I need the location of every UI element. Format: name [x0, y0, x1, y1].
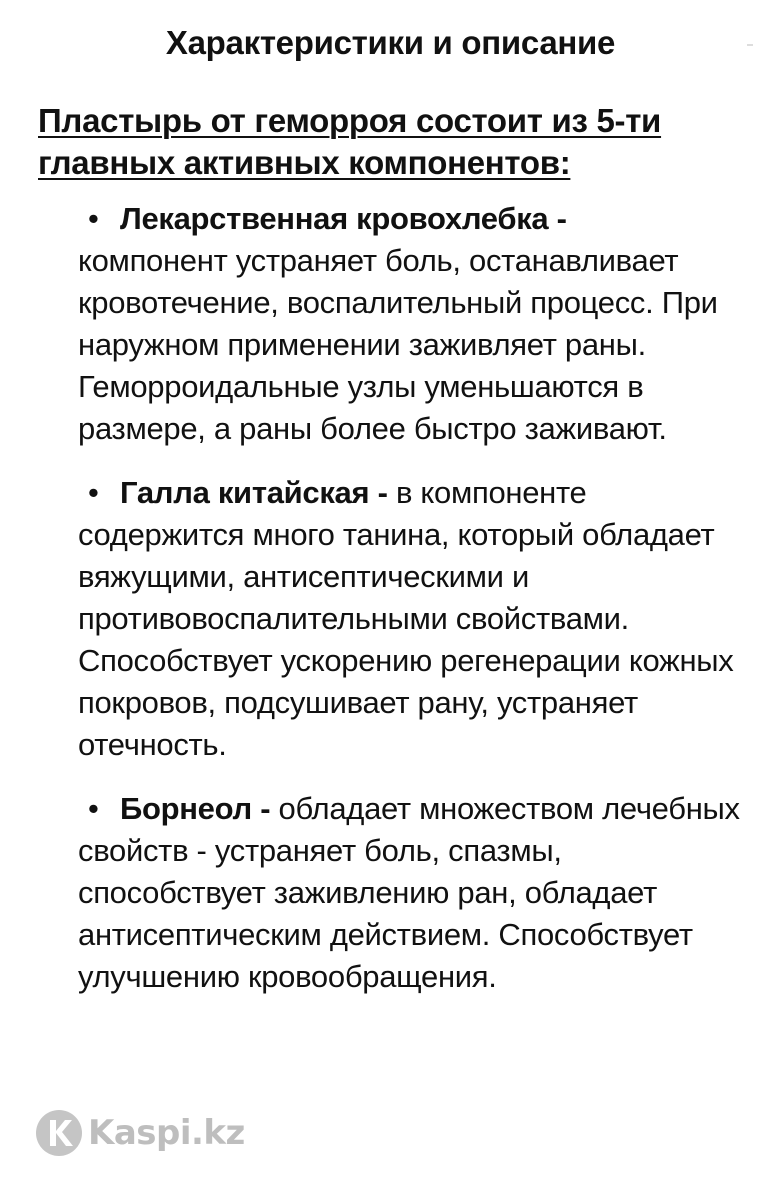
component-name: Лекарственная кровохлебка — [120, 201, 549, 236]
intro-heading: Пластырь от геморроя состоит из 5-ти главных активных компонентов: — [38, 102, 662, 181]
component-dash: - — [548, 201, 567, 236]
list-item — [0, 472, 781, 766]
component-description: компонент устраняет боль, останавливает кровотечение, воспалительный процесс. При наружном применении заживляет раны. Геморроидальные узлы уменьшаются в размере, а раны более быстро заживают. — [78, 243, 718, 446]
component-description: в компоненте содержится много танина, который обладает вяжущими, антисептическими и противовоспалительными свойствами. Способствует ускорению регенерации кожных покровов, подсушивает рану, устраняет отечность. — [78, 475, 734, 762]
bullet-icon: • — [88, 791, 99, 826]
component-dash: - — [251, 791, 279, 826]
component-dash: - — [369, 475, 396, 510]
bullet-icon: • — [88, 475, 99, 510]
page-title: Характеристики и описание — [165, 24, 616, 61]
watermark — [34, 1108, 245, 1158]
list-item — [0, 788, 781, 998]
component-name: Борнеол — [120, 791, 252, 826]
list-item — [0, 198, 781, 450]
component-description: обладает множеством лечебных свойств - устраняет боль, спазмы, способствует заживлению ран, обладает антисептическим действием. Способствует улучшению кровообращения. — [78, 791, 740, 994]
component-name: Галла китайская — [120, 475, 370, 510]
kaspi-logo-icon — [34, 1108, 84, 1158]
bullet-icon: • — [88, 201, 99, 236]
component-list — [0, 198, 781, 1020]
watermark-text: Kaspi.kz — [88, 1113, 245, 1153]
